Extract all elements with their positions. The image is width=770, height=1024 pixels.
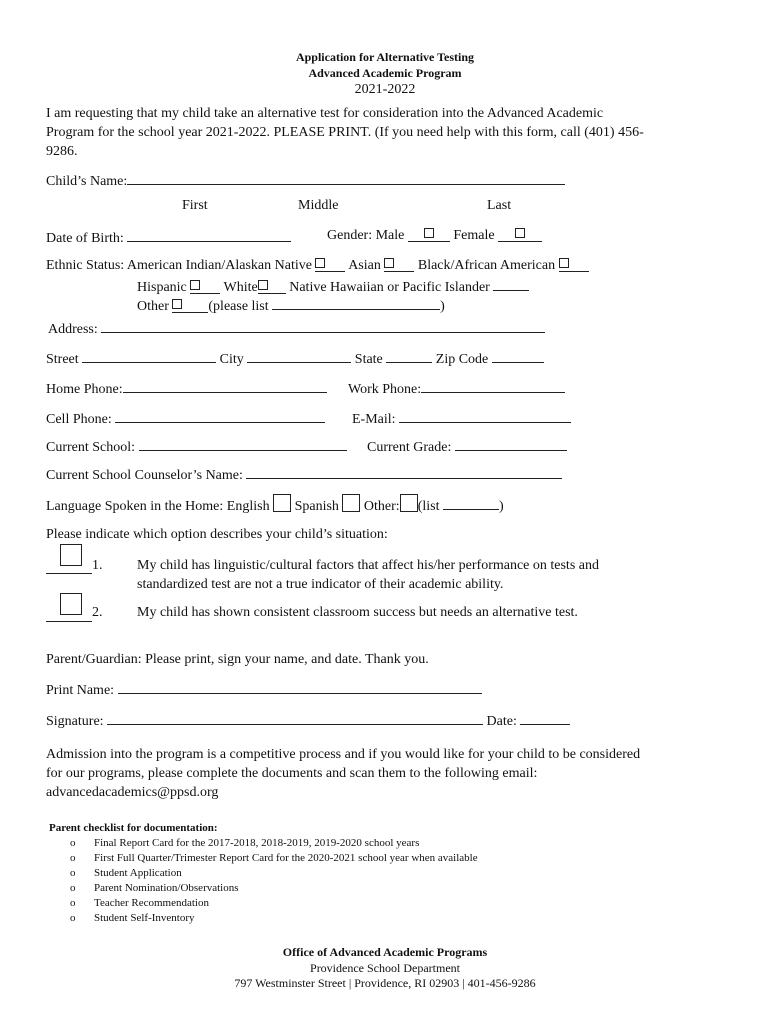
option-1-text-line1: My child has linguistic/cultural factors that affect his/her performance on tests and xyxy=(137,558,599,573)
checklist-item xyxy=(49,881,478,896)
black-checkbox[interactable] xyxy=(559,258,569,268)
other-ethnic-field[interactable] xyxy=(172,299,208,313)
street-row xyxy=(46,349,544,368)
admission-line2: for our programs, please complete the documents and scan them to the following email: xyxy=(46,766,538,781)
other-language-list-field[interactable] xyxy=(443,496,499,510)
current-school-label: Current School: xyxy=(46,440,136,455)
current-grade-row xyxy=(367,437,567,456)
cell-phone-field[interactable] xyxy=(115,409,325,423)
other-ethnic-list-field[interactable] xyxy=(272,296,440,310)
signature-label: Signature: xyxy=(46,714,104,729)
email-label: E-Mail: xyxy=(352,412,396,427)
child-name-label: Child’s Name: xyxy=(46,174,128,189)
dob-row xyxy=(46,228,291,247)
bullet-icon: o xyxy=(70,867,76,879)
option-1-text-line2: standardized test are not a true indicator of their academic ability. xyxy=(137,577,504,592)
footer-office: Office of Advanced Academic Programs xyxy=(282,945,488,959)
checklist-item xyxy=(49,911,478,926)
current-grade-field[interactable] xyxy=(455,437,567,451)
american-indian-field[interactable] xyxy=(315,258,345,272)
asian-field[interactable] xyxy=(384,258,414,272)
state-label: State xyxy=(354,352,383,367)
female-checkbox[interactable] xyxy=(515,228,525,238)
language-close-paren: ) xyxy=(498,499,504,514)
ethnic-row-3 xyxy=(137,296,445,315)
footer-department: Providence School Department xyxy=(310,961,460,975)
option-2-number: 2. xyxy=(92,605,103,620)
last-name-caption: Last xyxy=(487,198,512,213)
street-field[interactable] xyxy=(82,349,216,363)
bullet-icon: o xyxy=(70,837,76,849)
date-label: Date: xyxy=(486,714,517,729)
home-phone-field[interactable] xyxy=(123,379,327,393)
option-2-text: My child has shown consistent classroom success but needs an alternative test. xyxy=(137,605,578,620)
print-name-field[interactable] xyxy=(118,680,482,694)
ethnic-row-1 xyxy=(46,258,589,274)
current-school-row xyxy=(46,437,347,456)
option-1-checkbox[interactable] xyxy=(60,544,82,566)
option-2-checkbox[interactable] xyxy=(60,593,82,615)
option-1-number: 1. xyxy=(92,558,103,573)
admission-line1: Admission into the program is a competitive process and if you would like for your child to be considered xyxy=(46,747,641,762)
admission-email: advancedacademics@ppsd.org xyxy=(46,785,219,800)
ethnic-white-label: White xyxy=(223,280,258,295)
first-name-caption: First xyxy=(182,198,208,213)
checklist-item-text: Teacher Recommendation xyxy=(94,897,209,909)
checklist-item xyxy=(49,866,478,881)
male-checkbox[interactable] xyxy=(424,228,434,238)
checklist-item-text: Parent Nomination/Observations xyxy=(94,882,239,894)
checklist-title: Parent checklist for documentation: xyxy=(49,822,218,834)
checklist-item xyxy=(49,896,478,911)
print-name-row xyxy=(46,680,482,699)
work-phone-field[interactable] xyxy=(421,379,565,393)
dob-field[interactable] xyxy=(127,228,291,242)
male-field[interactable] xyxy=(408,228,450,242)
ethnic-close-paren: ) xyxy=(440,299,445,314)
address-label: Address: xyxy=(48,322,98,337)
bullet-icon: o xyxy=(70,882,76,894)
zip-field[interactable] xyxy=(492,349,544,363)
email-field[interactable] xyxy=(399,409,571,423)
white-checkbox[interactable] xyxy=(258,280,268,290)
hispanic-checkbox[interactable] xyxy=(190,280,200,290)
home-phone-label: Home Phone: xyxy=(46,382,123,397)
ethnic-black-label: Black/African American xyxy=(417,258,556,273)
other-language-checkbox[interactable] xyxy=(400,494,418,512)
current-school-field[interactable] xyxy=(139,437,347,451)
form-subtitle: Advanced Academic Program xyxy=(308,66,462,80)
ethnic-row-2 xyxy=(137,277,529,296)
city-label: City xyxy=(219,352,244,367)
language-spanish-label: Spanish xyxy=(294,499,339,514)
black-field[interactable] xyxy=(559,258,589,272)
checklist-item-text: Student Application xyxy=(94,867,182,879)
child-name-row xyxy=(46,171,565,190)
checklist-item xyxy=(49,851,478,866)
intro-paragraph: I am requesting that my child take an alternative test for consideration into the Advanced Academic Program for the school year 2021-2022. PLEASE PRINT. (If you need help with this form, call (401) 456-9286. xyxy=(46,106,644,159)
language-row xyxy=(46,494,504,515)
gender-female-label: Female xyxy=(453,228,495,243)
counselor-row xyxy=(46,465,562,484)
state-field[interactable] xyxy=(386,349,432,363)
home-phone-row xyxy=(46,379,327,398)
ethnic-asian-label: Asian xyxy=(348,258,381,273)
zip-label: Zip Code xyxy=(435,352,489,367)
guardian-instruction: Parent/Guardian: Please print, sign your name, and date. Thank you. xyxy=(46,652,429,667)
checklist-item-text: Student Self-Inventory xyxy=(94,912,195,924)
bullet-icon: o xyxy=(70,912,76,924)
street-label: Street xyxy=(46,352,79,367)
language-list-label: (list xyxy=(417,499,440,514)
gender-row xyxy=(327,228,542,244)
checklist-item xyxy=(49,836,478,851)
language-english-label: English xyxy=(226,499,270,514)
language-other-label: Other: xyxy=(363,499,400,514)
white-field[interactable] xyxy=(258,280,286,294)
cell-phone-row xyxy=(46,409,325,428)
english-checkbox[interactable] xyxy=(273,494,291,512)
email-row xyxy=(352,409,571,428)
form-title: Application for Alternative Testing xyxy=(295,50,475,64)
checklist xyxy=(49,821,478,926)
signature-row xyxy=(46,711,570,730)
ethnic-label: Ethnic Status: xyxy=(46,258,125,273)
bullet-icon: o xyxy=(70,852,76,864)
spanish-checkbox[interactable] xyxy=(342,494,360,512)
female-field[interactable] xyxy=(498,228,542,242)
language-label: Language Spoken in the Home: xyxy=(46,499,224,514)
american-indian-checkbox[interactable] xyxy=(315,258,325,268)
address-row xyxy=(48,319,545,338)
footer-address: 797 Westminster Street | Providence, RI 02903 | 401-456-9286 xyxy=(234,976,536,990)
bullet-icon: o xyxy=(70,897,76,909)
counselor-label: Current School Counselor’s Name: xyxy=(46,468,243,483)
ethnic-american-indian-label: American Indian/Alaskan Native xyxy=(126,258,312,273)
checklist-item-text: Final Report Card for the 2017-2018, 2018-2019, 2019-2020 school years xyxy=(94,837,420,849)
current-grade-label: Current Grade: xyxy=(367,440,452,455)
ethnic-native-hawaiian-label: Native Hawaiian or Pacific Islander xyxy=(289,280,490,295)
gender-male-label: Male xyxy=(375,228,405,243)
dob-label: Date of Birth: xyxy=(46,231,124,246)
cell-phone-label: Cell Phone: xyxy=(46,412,112,427)
other-ethnic-checkbox[interactable] xyxy=(172,299,182,309)
ethnic-hispanic-label: Hispanic xyxy=(137,280,187,295)
ethnic-other-label: Other xyxy=(137,299,169,314)
address-field[interactable] xyxy=(101,319,545,333)
work-phone-row xyxy=(348,379,565,398)
form-year: 2021-2022 xyxy=(354,82,416,97)
situation-prompt: Please indicate which option describes your child’s situation: xyxy=(46,527,388,542)
gender-label: Gender: xyxy=(327,228,373,243)
counselor-field[interactable] xyxy=(246,465,562,479)
checklist-item-text: First Full Quarter/Trimester Report Card for the 2020-2021 school year when available xyxy=(94,852,478,864)
middle-name-caption: Middle xyxy=(298,198,339,213)
ethnic-please-list-label: (please list xyxy=(208,299,269,314)
native-hawaiian-field[interactable] xyxy=(493,277,529,291)
print-name-label: Print Name: xyxy=(46,683,115,698)
city-field[interactable] xyxy=(247,349,351,363)
asian-checkbox[interactable] xyxy=(384,258,394,268)
hispanic-field[interactable] xyxy=(190,280,220,294)
child-name-field[interactable] xyxy=(127,171,565,185)
signature-field[interactable] xyxy=(107,711,483,725)
work-phone-label: Work Phone: xyxy=(348,382,422,397)
date-field[interactable] xyxy=(520,711,570,725)
